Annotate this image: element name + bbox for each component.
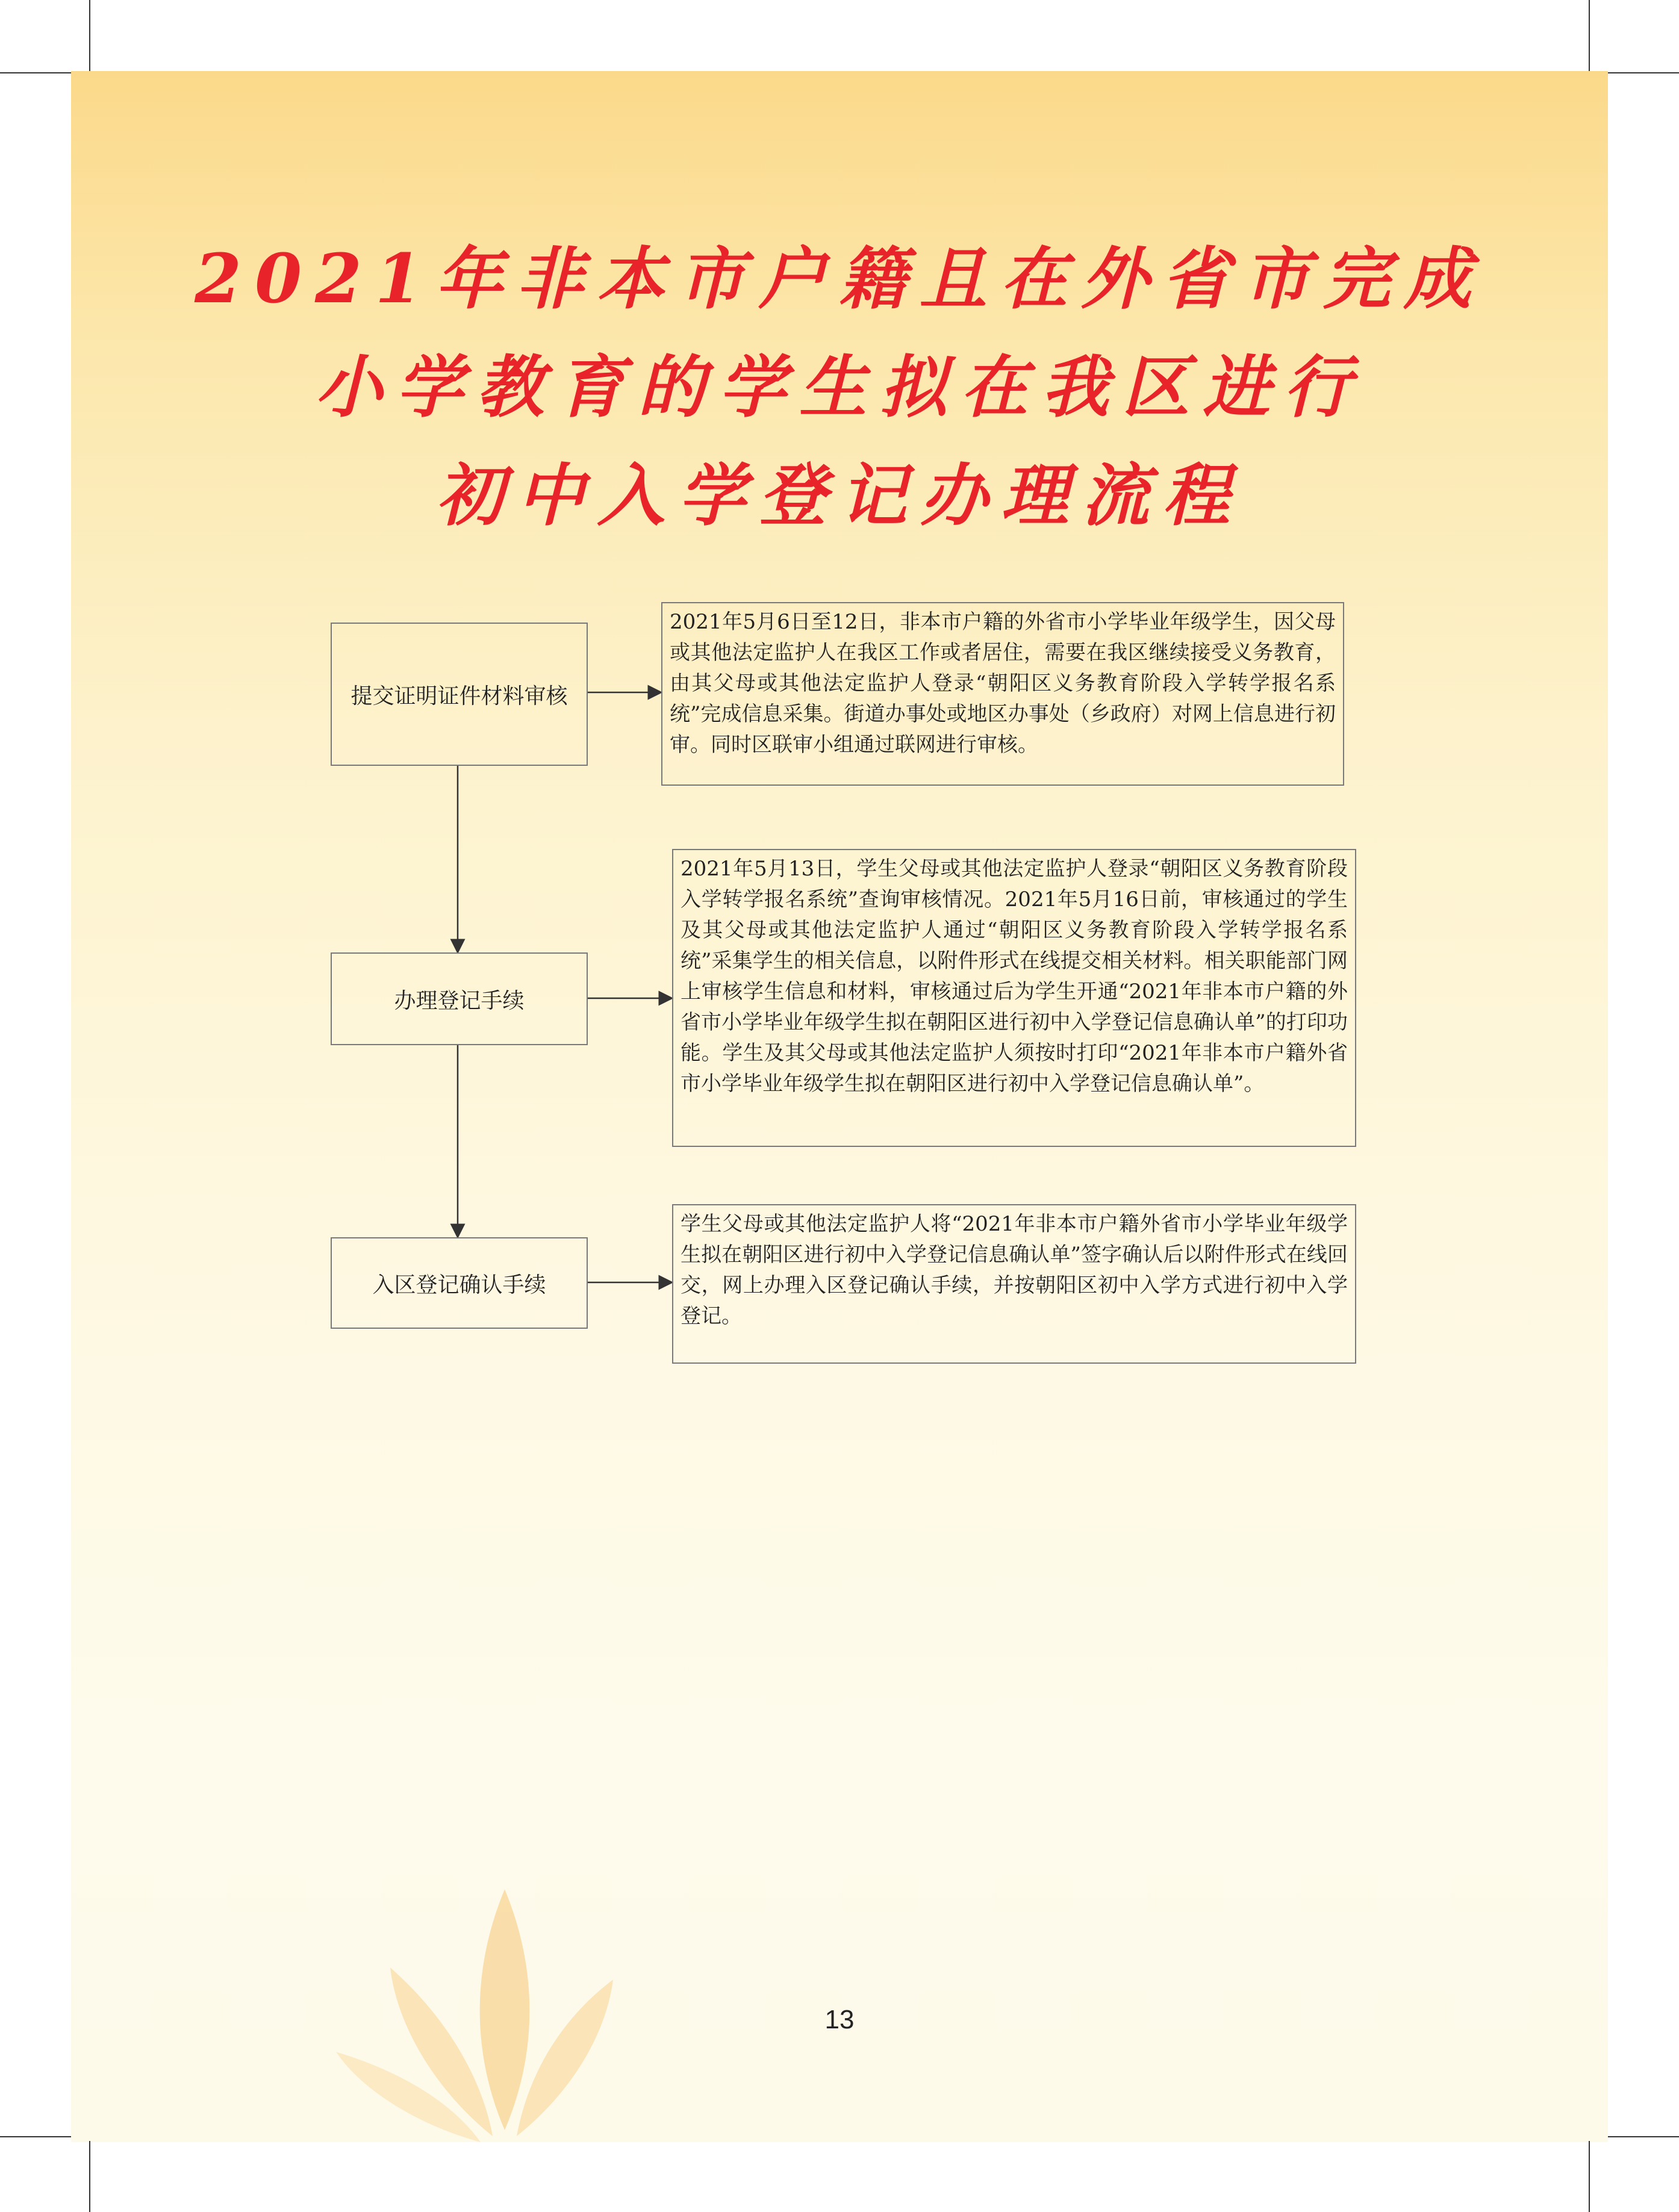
description-box-3 [672, 1204, 1356, 1364]
page-number: 13 [824, 2005, 855, 2034]
step-label-2: 办理登记手续 [394, 988, 525, 1013]
description-text-1: 2021年5月6日至12日，非本市户籍的外省市小学毕业年级学生，因父母或其他法定监护人在我区工作或者居住，需要在我区继续接受义务教育，由其父母或其他法定监护人登录“朝阳区义务教育阶段入学转学报名系统”完成信息采集。街道办事处或地区办事处（乡政府）对网上信息进行初审。同时区联审小组通过联网进行审核。 [670, 610, 1336, 757]
description-text-3: 学生父母或其他法定监护人将“2021年非本市户籍外省市小学毕业年级学生拟在朝阳区进行初中入学登记信息确认单”签字确认后以附件形式在线回交，网上办理入区登记确认手续，并按朝阳区初中入学方式进行初中入学登记。 [681, 1212, 1348, 1328]
step-box-2 [331, 952, 588, 1045]
step-label-3: 入区登记确认手续 [372, 1272, 546, 1297]
description-box-2 [672, 849, 1356, 1147]
step-box-1 [331, 623, 588, 766]
step-box-3 [331, 1237, 588, 1329]
description-box-1 [661, 602, 1344, 786]
description-text-2: 2021年5月13日，学生父母或其他法定监护人登录“朝阳区义务教育阶段入学转学报名系统”查询审核情况。2021年5月16日前，审核通过的学生及其父母或其他法定监护人通过“朝阳区义务教育阶段入学转学报名系统”采集学生的相关信息，以附件形式在线提交相关材料。相关职能部门网上审核学生信息和材料，审核通过后为学生开通“2021年非本市户籍的外省市小学毕业年级学生拟在朝阳区进行初中入学登记信息确认单”的打印功能。学生及其父母或其他法定监护人须按时打印“2021年非本市户籍外省市小学毕业年级学生拟在朝阳区进行初中入学登记信息确认单”。 [681, 857, 1348, 1096]
title-line-1: 2021年非本市户籍且在外省市完成 [195, 240, 1484, 318]
step-label-1: 提交证明证件材料审核 [350, 683, 568, 709]
title-line-2: 小学教育的学生拟在我区进行 [315, 348, 1364, 427]
title-line-3: 初中入学登记办理流程 [436, 456, 1243, 535]
